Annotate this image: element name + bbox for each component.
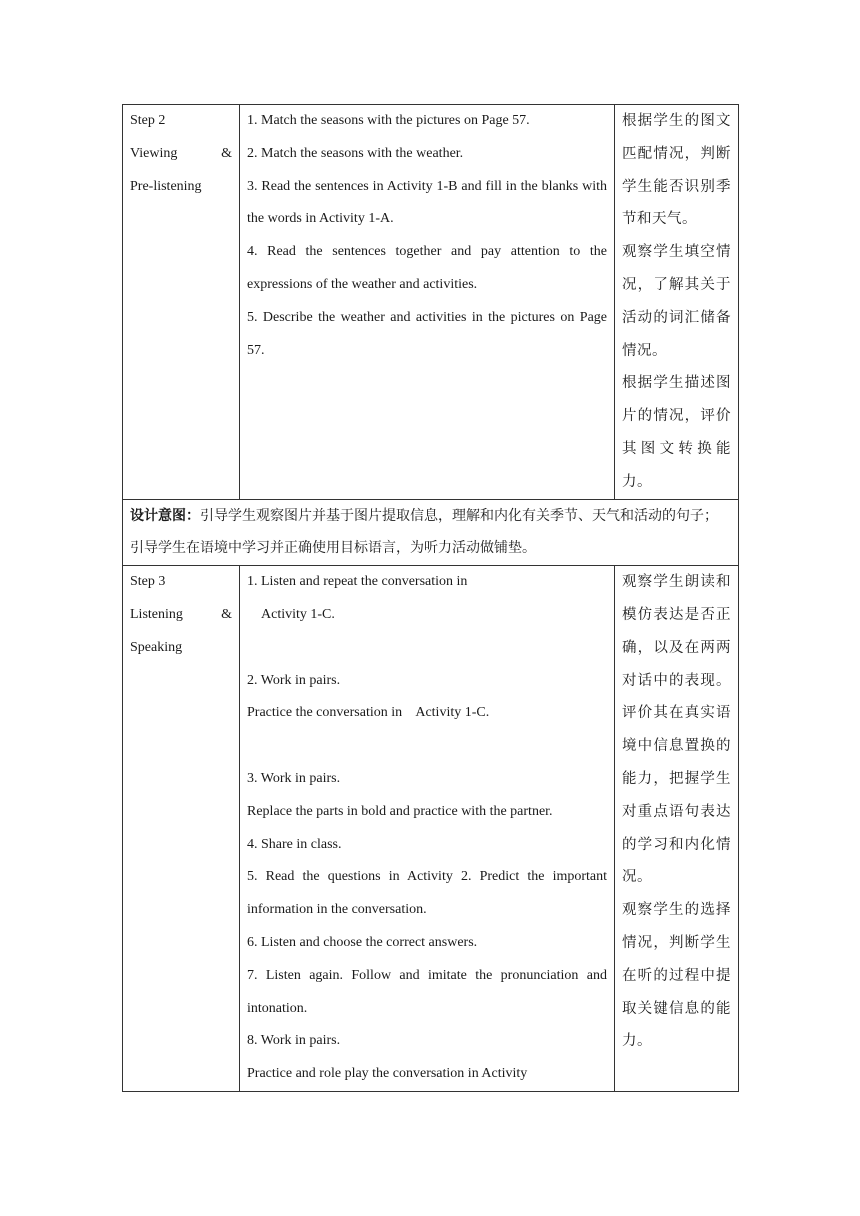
step2-assessment-line: 情况。 [622,342,667,359]
step3-assessment-line: 观察学生朗读和 [622,574,731,591]
step3-activity-1: 1. Listen and repeat the conversation in [247,574,468,590]
step3-assessment-line: 能力，把握学生 [622,770,731,787]
step2-activity-5: 5. Describe the weather and activities in the pictures on Page [247,309,607,325]
step2-assessment-line: 片的情况，评价 [622,408,731,425]
design-intent-row [123,499,739,566]
step2-title-line2: Pre-listening [130,178,202,194]
step2-assessment-line: 匹配情况，判断 [622,145,731,162]
step2-activity-1: 1. Match the seasons with the pictures on Page 57. [247,113,530,128]
design-intent-label: 设计意图： [130,507,200,524]
step3-title-line2: Speaking [130,639,183,655]
step2-row [123,105,739,500]
step3-activity-3-cont: Replace the parts in bold and practice with the partner. [247,803,553,819]
step3-activity-5-cont: information in the conversation. [247,902,427,918]
design-intent-text1: 引导学生观察图片并基于图片提取信息，理解和内化有关季节、天气和活动的句子； [200,507,718,524]
step3-assessment-line: 在听的过程中提 [622,967,731,984]
step2-title-amp: & [221,145,232,161]
step2-assessment-line: 节和天气。 [622,211,697,228]
step2-name: Step 2 [130,113,166,128]
step3-activity-2: 2. Work in pairs. [247,672,341,688]
step3-title-line1 [130,599,232,632]
step3-title-left: Listening [130,606,183,622]
step2-assessment-line: 力。 [622,473,652,490]
step3-assessment-line: 对话中的表现。 [622,672,731,689]
step3-activity-3: 3. Work in pairs. [247,770,341,786]
step3-activity-8-cont: Practice and role play the conversation in Activity [247,1066,528,1082]
step2-title-line1 [130,138,232,171]
design-intent-cell [123,499,739,566]
step3-title-amp: & [221,606,232,622]
step2-assessment-line: 观察学生填空情 [622,244,731,261]
step2-activity-4-cont: expressions of the weather and activities. [247,276,478,292]
step2-activity-5-cont: 57. [247,342,265,358]
step2-assessment-line: 其图文转换能 [622,440,731,457]
step2-assessment-cell [615,105,739,500]
step3-activity-4: 4. Share in class. [247,836,342,852]
step3-name: Step 3 [130,574,166,590]
step3-assessment-cell [615,566,739,1092]
blank-line [247,632,607,665]
step3-assessment-line: 取关键信息的能 [622,1000,731,1017]
step3-assessment-line: 情况，判断学生 [622,934,731,951]
step3-assessment-line: 对重点语句表达 [622,803,731,820]
step3-assessment-line: 境中信息置换的 [622,738,731,755]
step2-assessment-line: 学生能否识别季 [622,178,731,195]
step3-assessment-line: 的学习和内化情 [622,836,731,853]
step3-assessment-line: 评价其在真实语 [622,705,731,722]
step3-assessment-line: 模仿表达是否正 [622,606,731,623]
step2-activity-2: 2. Match the seasons with the weather. [247,145,464,161]
step3-activities-cell [240,566,615,1092]
step2-activities-cell [240,105,615,500]
step2-assessment-line: 根据学生的图文 [622,113,731,129]
step2-assessment-line: 况，了解其关于 [622,276,731,293]
step2-title-cell [123,105,240,500]
step2-activity-3: 3. Read the sentences in Activity 1-B and fill in the blanks with [247,178,607,194]
step3-assessment-line: 确，以及在两两 [622,639,731,656]
step3-activity-8: 8. Work in pairs. [247,1033,341,1049]
step3-activity-7-cont: intonation. [247,1000,308,1016]
step2-activity-3-cont: the words in Activity 1-A. [247,211,394,227]
step2-activity-4: 4. Read the sentences together and pay attention to the [247,244,607,260]
step3-assessment-line: 观察学生的选择 [622,902,731,919]
step2-title-left: Viewing [130,145,178,161]
blank-line [247,730,607,763]
step3-activity-2-cont: Practice the conversation in Activity 1-C. [247,705,490,721]
design-intent-line1 [130,500,731,533]
step3-assessment-line: 力。 [622,1033,652,1050]
step3-activity-5: 5. Read the questions in Activity 2. Predict the important [247,869,607,885]
step3-title-cell [123,566,240,1092]
design-intent-text2: 引导学生在语境中学习并正确使用目标语言，为听力活动做铺垫。 [130,540,536,557]
step3-activity-1-cont: Activity 1-C. [261,606,335,622]
lesson-plan-table [122,104,739,1092]
step3-activity-7: 7. Listen again. Follow and imitate the pronunciation and [247,967,607,983]
step2-assessment-line: 根据学生描述图 [622,375,731,392]
step2-assessment-line: 活动的词汇储备 [622,309,731,326]
step3-activity-6: 6. Listen and choose the correct answers. [247,934,478,950]
step3-row [123,566,739,1092]
step3-assessment-line: 况。 [622,869,652,886]
